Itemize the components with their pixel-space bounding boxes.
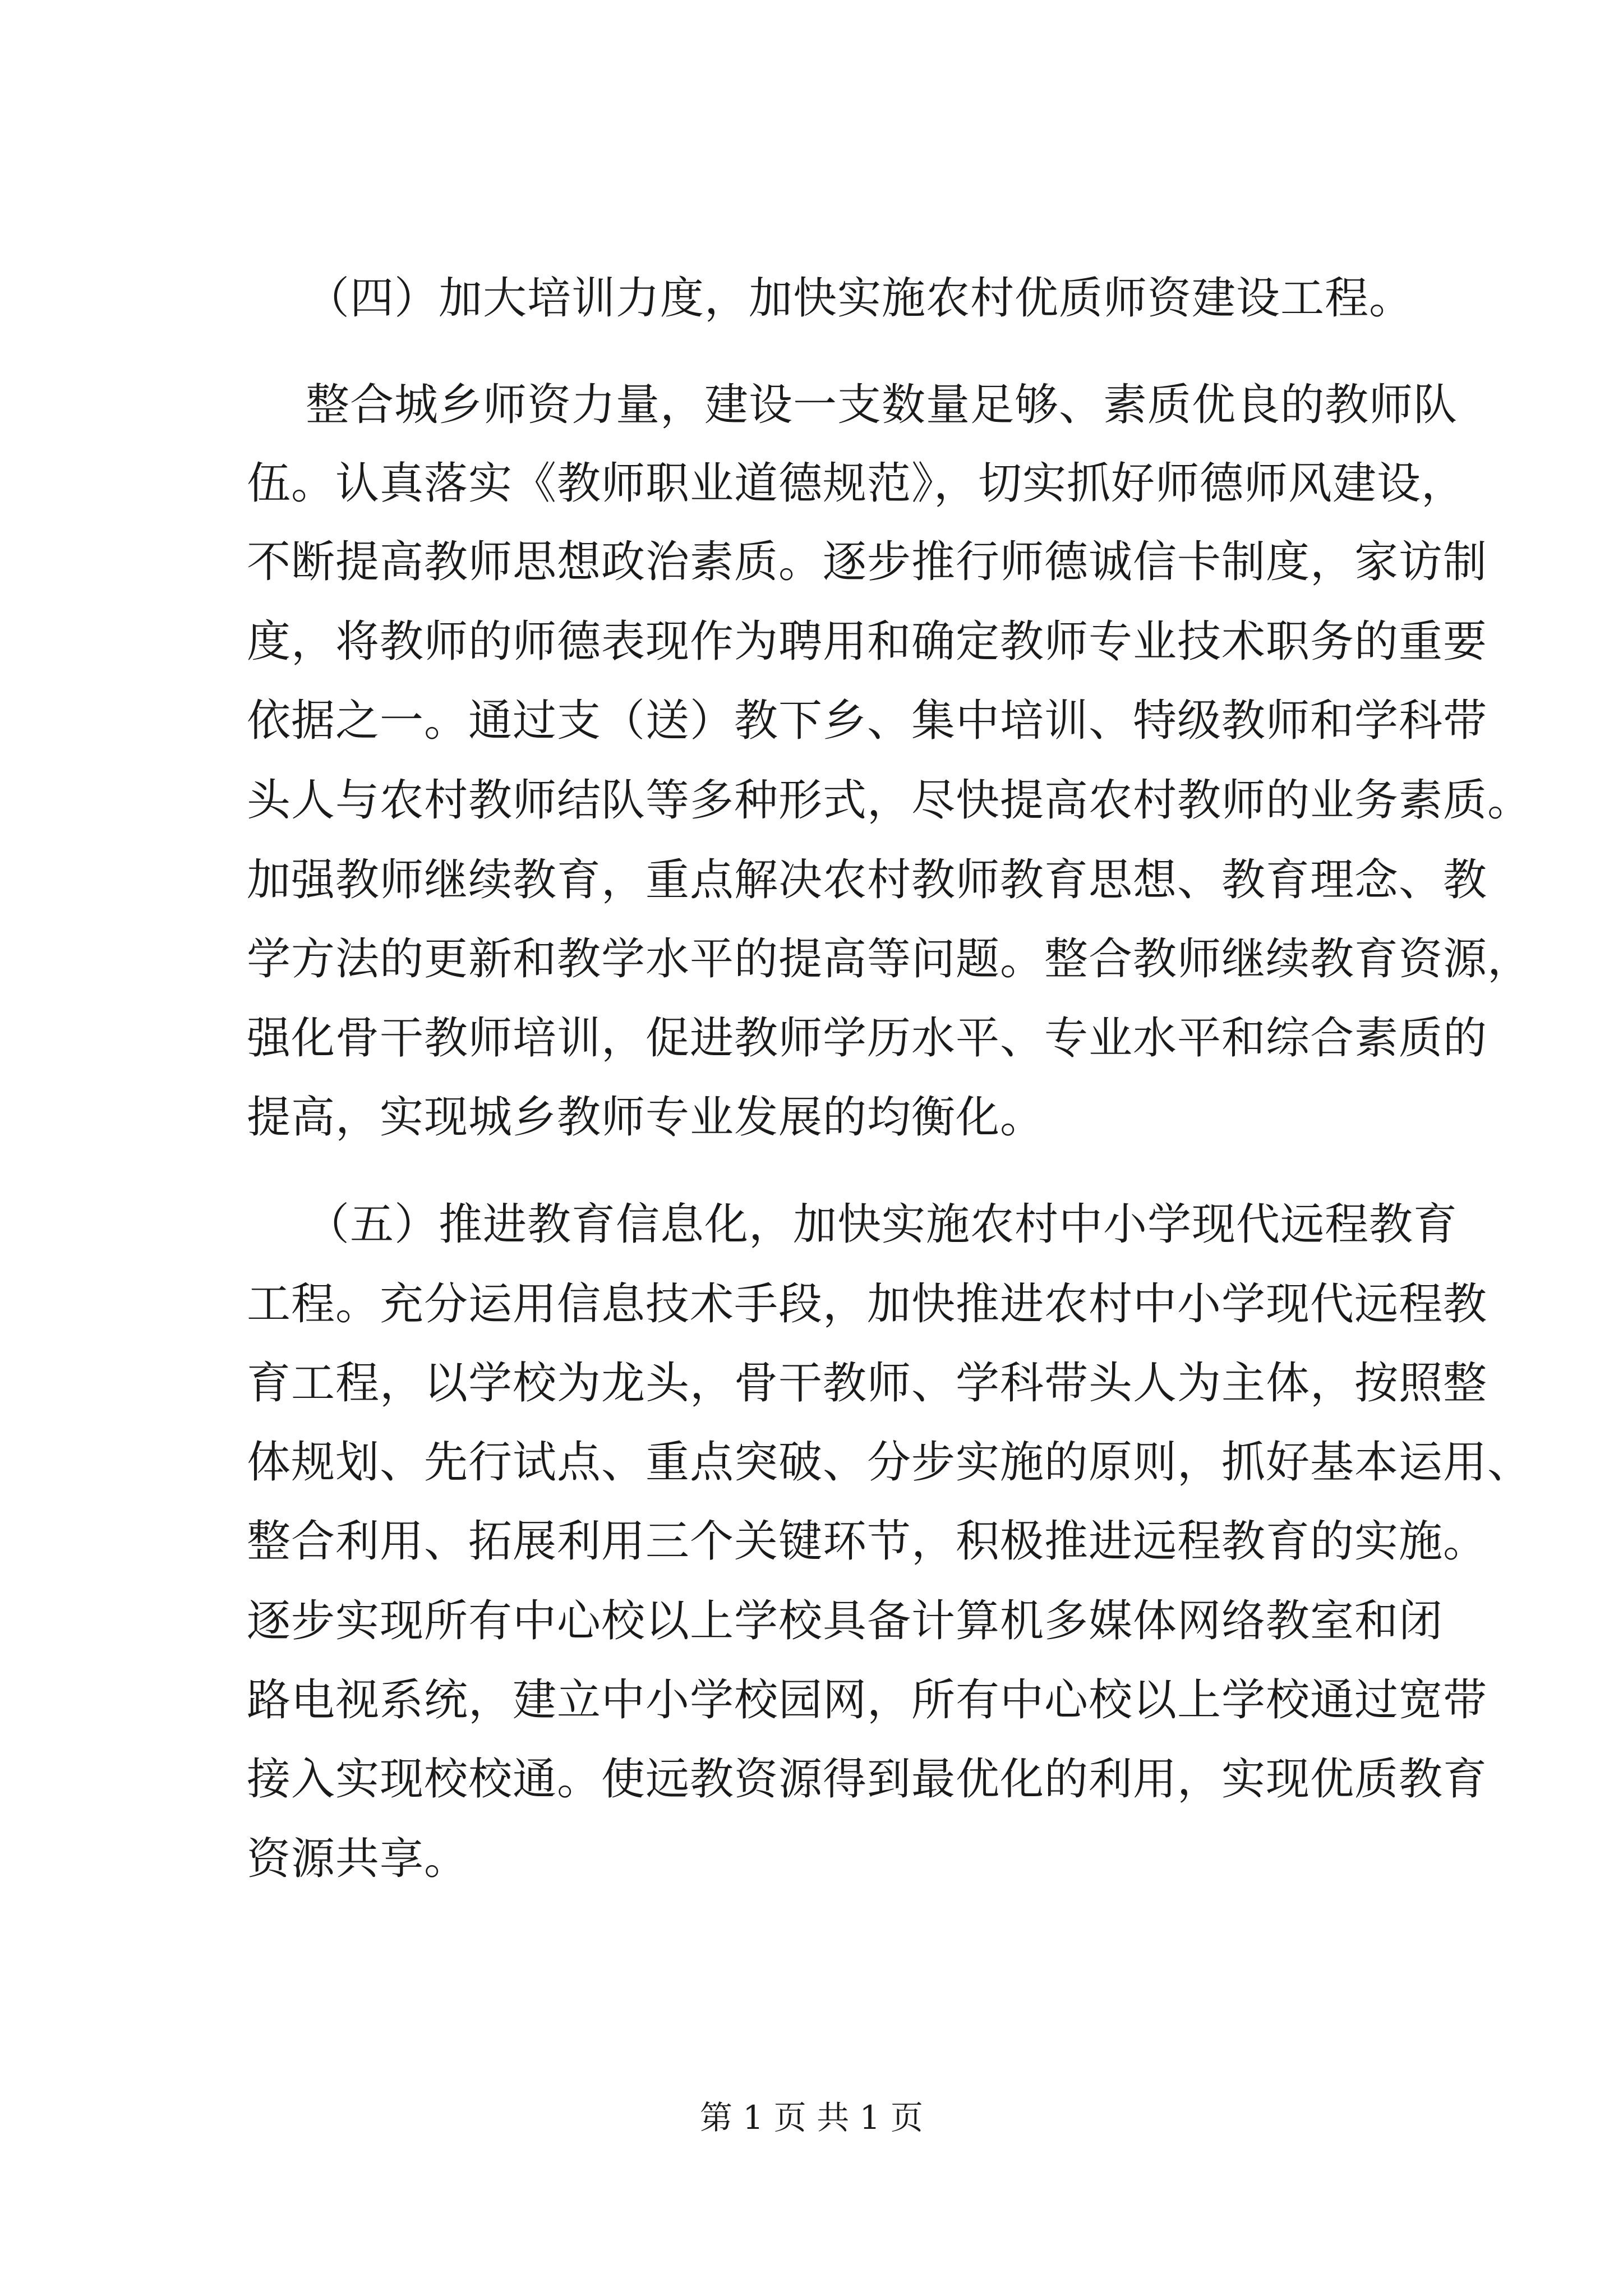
text-line: 学方法的更新和教学水平的提高等问题。整合教师继续教育资源， xyxy=(247,934,1532,984)
text-line: 不断提高教师思想政治素质。逐步推行师德诚信卡制度，家访制 xyxy=(247,537,1488,587)
text-line: 路电视系统，建立中小学校园网，所有中心校以上学校通过宽带 xyxy=(247,1675,1488,1726)
text-line: 依据之一。通过支（送）教下乡、集中培训、特级教师和学科带 xyxy=(247,696,1488,746)
text-line: （四）加大培训力度，加快实施农村优质师资建设工程。 xyxy=(306,273,1414,324)
text-line: 接入实现校校通。使远教资源得到最优化的利用，实现优质教育 xyxy=(247,1754,1488,1805)
text-line: 整合利用、拓展利用三个关键环节，积极推进远程教育的实施。 xyxy=(247,1516,1488,1567)
page-number-footer: 第 1 页 共 1 页 xyxy=(700,2099,923,2137)
text-line: 整合城乡师资力量，建设一支数量足够、素质优良的教师队 xyxy=(306,380,1458,430)
text-line: 育工程，以学校为龙头，骨干教师、学科带头人为主体，按照整 xyxy=(247,1358,1488,1409)
text-line: 体规划、先行试点、重点突破、分步实施的原则，抓好基本运用、 xyxy=(247,1437,1532,1488)
text-line: 提高，实现城乡教师专业发展的均衡化。 xyxy=(247,1092,1045,1143)
text-line: 加强教师继续教育，重点解决农村教师教育思想、教育理念、教 xyxy=(247,855,1488,905)
text-line: 伍。认真落实《教师职业道德规范》，切实抓好师德师风建设， xyxy=(247,458,1466,509)
text-line: 强化骨干教师培训，促进教师学历水平、专业水平和综合素质的 xyxy=(247,1013,1488,1064)
text-line: 度，将教师的师德表现作为聘用和确定教师专业技术职务的重要 xyxy=(247,616,1488,667)
text-line: 资源共享。 xyxy=(247,1834,469,1884)
text-line: 逐步实现所有中心校以上学校具备计算机多媒体网络教室和闭 xyxy=(247,1596,1444,1646)
text-line: （五）推进教育信息化，加快实施农村中小学现代远程教育 xyxy=(306,1199,1458,1250)
text-line: 工程。充分运用信息技术手段，加快推进农村中小学现代远程教 xyxy=(247,1279,1488,1329)
text-line: 头人与农村教师结队等多种形式，尽快提高农村教师的业务素质。 xyxy=(247,775,1532,826)
